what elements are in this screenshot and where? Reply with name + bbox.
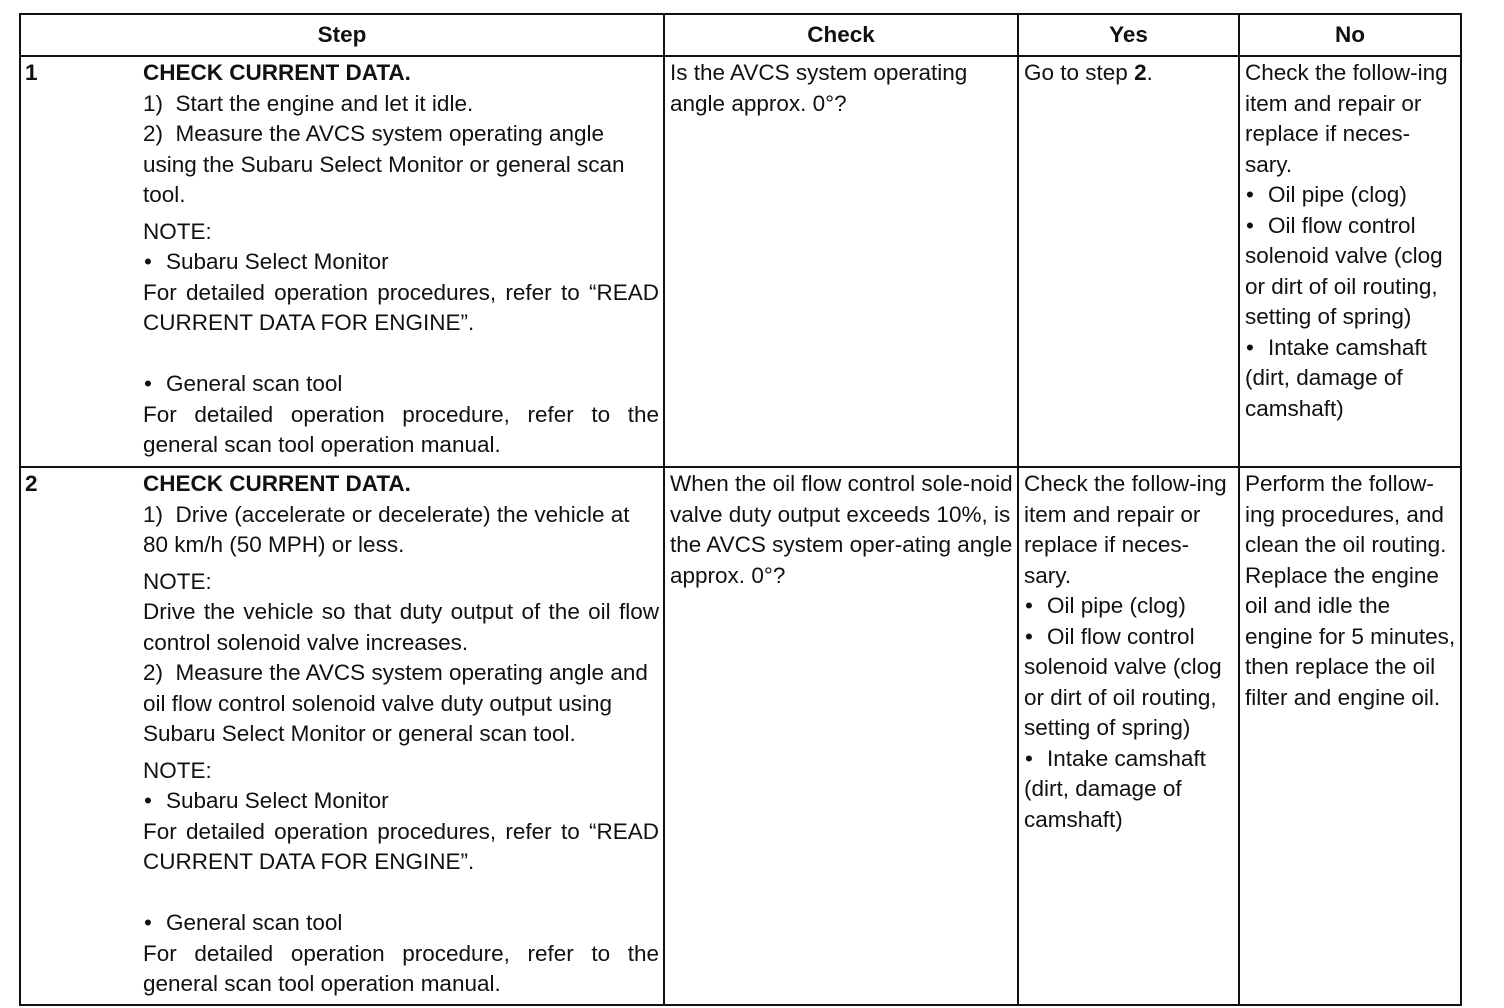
step-instruction: 1) Start the engine and let it idle. <box>143 90 474 116</box>
bullet-icon <box>1024 746 1047 771</box>
bullet-text: Subaru Select Monitor <box>166 788 389 813</box>
note-label: NOTE: <box>143 218 212 244</box>
bullet-item <box>1245 211 1456 333</box>
table-row <box>20 56 1461 467</box>
step-cell <box>141 467 664 1005</box>
yes-action-suffix: . <box>1146 60 1153 85</box>
bullet-text: Oil flow control solenoid valve (clog or dirt of oil routing, setting of spring) <box>1245 212 1443 329</box>
check-question: When the oil flow control sole-noid valve duty output exceeds 10%, is the AVCS system oper-ating angle approx. 0°? <box>670 471 1013 588</box>
bullet-icon <box>1024 624 1047 649</box>
yes-action-text: Go to step <box>1024 60 1135 85</box>
bullet-icon <box>143 371 166 396</box>
step-number: 2 <box>20 467 141 1005</box>
bullet-text: General scan tool <box>166 910 343 935</box>
bullet-text: Subaru Select Monitor <box>166 249 389 274</box>
bullet-icon <box>143 910 166 935</box>
bullet-item <box>1024 591 1234 622</box>
step-title: CHECK CURRENT DATA. <box>143 471 411 496</box>
table-header-row <box>20 14 1461 56</box>
table-row <box>20 467 1461 1005</box>
bullet-item <box>143 786 659 817</box>
check-question: Is the AVCS system operating angle approx. 0°? <box>670 60 968 116</box>
bullet-icon <box>1024 593 1047 618</box>
bullet-icon <box>1245 182 1268 207</box>
bullet-item <box>143 247 659 278</box>
note-label: NOTE: <box>143 568 212 594</box>
note-text: Drive the vehicle so that duty output of the oil flow control solenoid valve increases. <box>143 599 660 655</box>
reference-text: For detailed operation procedure, refer to the general scan tool operation manual. <box>143 401 660 457</box>
bullet-text: Oil pipe (clog) <box>1047 593 1186 618</box>
step-cell <box>141 56 664 467</box>
header-check: Check <box>664 14 1018 56</box>
bullet-item <box>143 369 659 400</box>
bullet-item <box>1245 180 1456 211</box>
bullet-item <box>1024 744 1234 836</box>
bullet-item <box>143 908 659 939</box>
diagnostic-procedure-table <box>19 13 1462 1006</box>
bullet-text: Oil pipe (clog) <box>1268 182 1407 207</box>
spacer <box>143 339 659 370</box>
bullet-text: Intake camshaft (dirt, damage of camshaft) <box>1245 334 1427 421</box>
bullet-icon <box>1245 335 1268 360</box>
reference-text: For detailed operation procedure, refer to the general scan tool operation manual. <box>143 940 660 996</box>
no-intro: Check the follow-ing item and repair or replace if neces-sary. <box>1245 60 1448 177</box>
yes-action <box>1024 58 1234 89</box>
step-number: 1 <box>20 56 141 467</box>
reference-text: For detailed operation procedures, refer to “READ CURRENT DATA FOR ENGINE”. <box>143 818 660 874</box>
spacer <box>143 878 659 909</box>
header-yes: Yes <box>1018 14 1239 56</box>
check-cell <box>664 56 1018 467</box>
no-procedure: Perform the follow-ing procedures, and clean the oil routing. <box>1245 471 1447 557</box>
bullet-text: Oil flow control solenoid valve (clog or dirt of oil routing, setting of spring) <box>1024 623 1222 740</box>
reference-text: For detailed operation procedures, refer to “READ CURRENT DATA FOR ENGINE”. <box>143 279 660 335</box>
header-step: Step <box>20 14 664 56</box>
yes-cell <box>1018 467 1239 1005</box>
step-instruction: 2) Measure the AVCS system operating angle using the Subaru Select Monitor or general scan tool. <box>143 121 625 207</box>
step-instruction: 1) Drive (accelerate or decelerate) the vehicle at 80 km/h (50 MPH) or less. <box>143 501 630 557</box>
no-cell <box>1239 56 1461 467</box>
header-no: No <box>1239 14 1461 56</box>
bullet-icon <box>1245 213 1268 238</box>
note-label: NOTE: <box>143 757 212 783</box>
no-cell <box>1239 467 1461 1005</box>
step-title: CHECK CURRENT DATA. <box>143 60 411 85</box>
bullet-item <box>1024 622 1234 744</box>
bullet-icon <box>143 788 166 813</box>
bullet-text: Intake camshaft (dirt, damage of camshaft) <box>1024 745 1206 832</box>
no-procedure: Replace the engine oil and idle the engine for 5 minutes, then replace the oil filter and engine oil. <box>1245 562 1456 710</box>
step-instruction: 2) Measure the AVCS system operating angle and oil flow control solenoid valve duty output using Subaru Select Monitor or general scan tool. <box>143 660 648 746</box>
yes-intro: Check the follow-ing item and repair or replace if neces-sary. <box>1024 471 1227 588</box>
bullet-icon <box>143 249 166 274</box>
step-reference: 2 <box>1134 60 1147 85</box>
bullet-text: General scan tool <box>166 371 343 396</box>
bullet-item <box>1245 333 1456 425</box>
yes-cell <box>1018 56 1239 467</box>
check-cell <box>664 467 1018 1005</box>
